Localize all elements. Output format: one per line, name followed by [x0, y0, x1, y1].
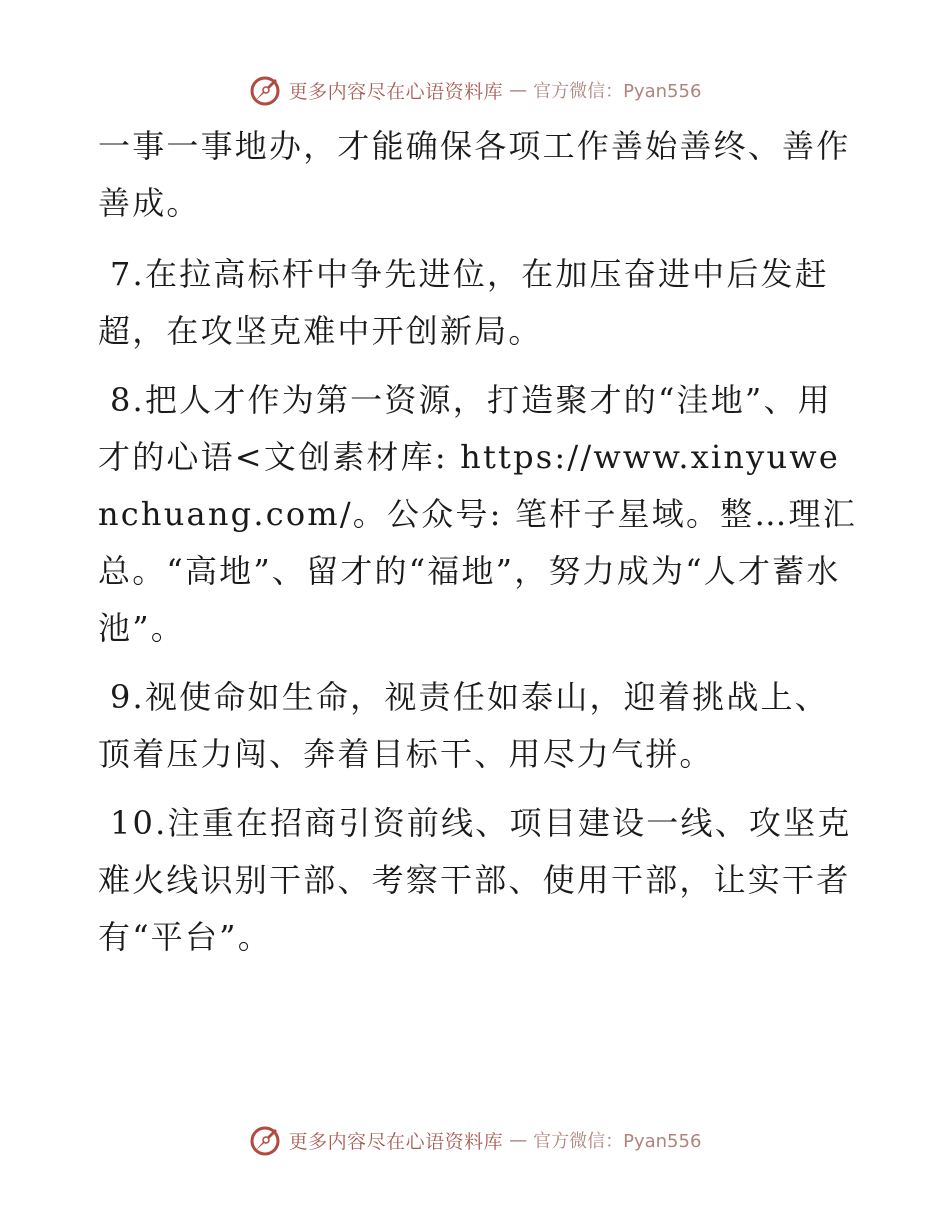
paragraph-8: [98, 372, 858, 657]
paragraph-number: 8.: [110, 381, 145, 419]
paragraph-text: 一事一事地办，才能确保各项工作善始善终、善作善成。: [98, 127, 851, 222]
paragraph-number: 7.: [110, 255, 145, 293]
paragraph-text: 把人才作为第一资源，打造聚才的“洼地”、用才的心语<文创素材库: https://www.xinyuwenchuang.com/。公众号: 笔杆子星域。整…理汇总。“高地”、留才的“福地”，努力成为“人才蓄水池”。: [98, 381, 857, 647]
pen-nib-logo-icon: [249, 1123, 283, 1157]
paragraph-number: 9.: [110, 678, 145, 716]
footer-banner: [0, 1120, 950, 1160]
banner-wechat: 官方微信：Pyan556: [533, 1131, 702, 1152]
document-body: [98, 118, 858, 978]
paragraph-text: 视使命如生命，视责任如泰山，迎着挑战上、顶着压力闯、奔着目标干、用尽力气拼。: [98, 678, 829, 773]
banner-separator: —: [509, 79, 528, 101]
banner-title: 更多内容尽在心语资料库: [288, 1130, 504, 1153]
banner-title: 更多内容尽在心语资料库: [288, 80, 504, 103]
header-banner: [0, 70, 950, 110]
paragraph-10: [98, 795, 858, 966]
paragraph-text: 注重在招商引资前线、项目建设一线、攻坚克难火线识别干部、考察干部、使用干部，让实干者有“平台”。: [98, 804, 852, 956]
paragraph-7: [98, 246, 858, 360]
banner-wechat: 官方微信：Pyan556: [533, 81, 702, 102]
paragraph-text: 在拉高标杆中争先进位，在加压奋进中后发赶超，在攻坚克难中开创新局。: [98, 255, 829, 350]
paragraph-9: [98, 669, 858, 783]
banner-separator: —: [509, 1129, 528, 1151]
paragraph-continuation: [98, 118, 858, 232]
paragraph-number: 10.: [110, 804, 168, 842]
pen-nib-logo-icon: [249, 73, 283, 107]
